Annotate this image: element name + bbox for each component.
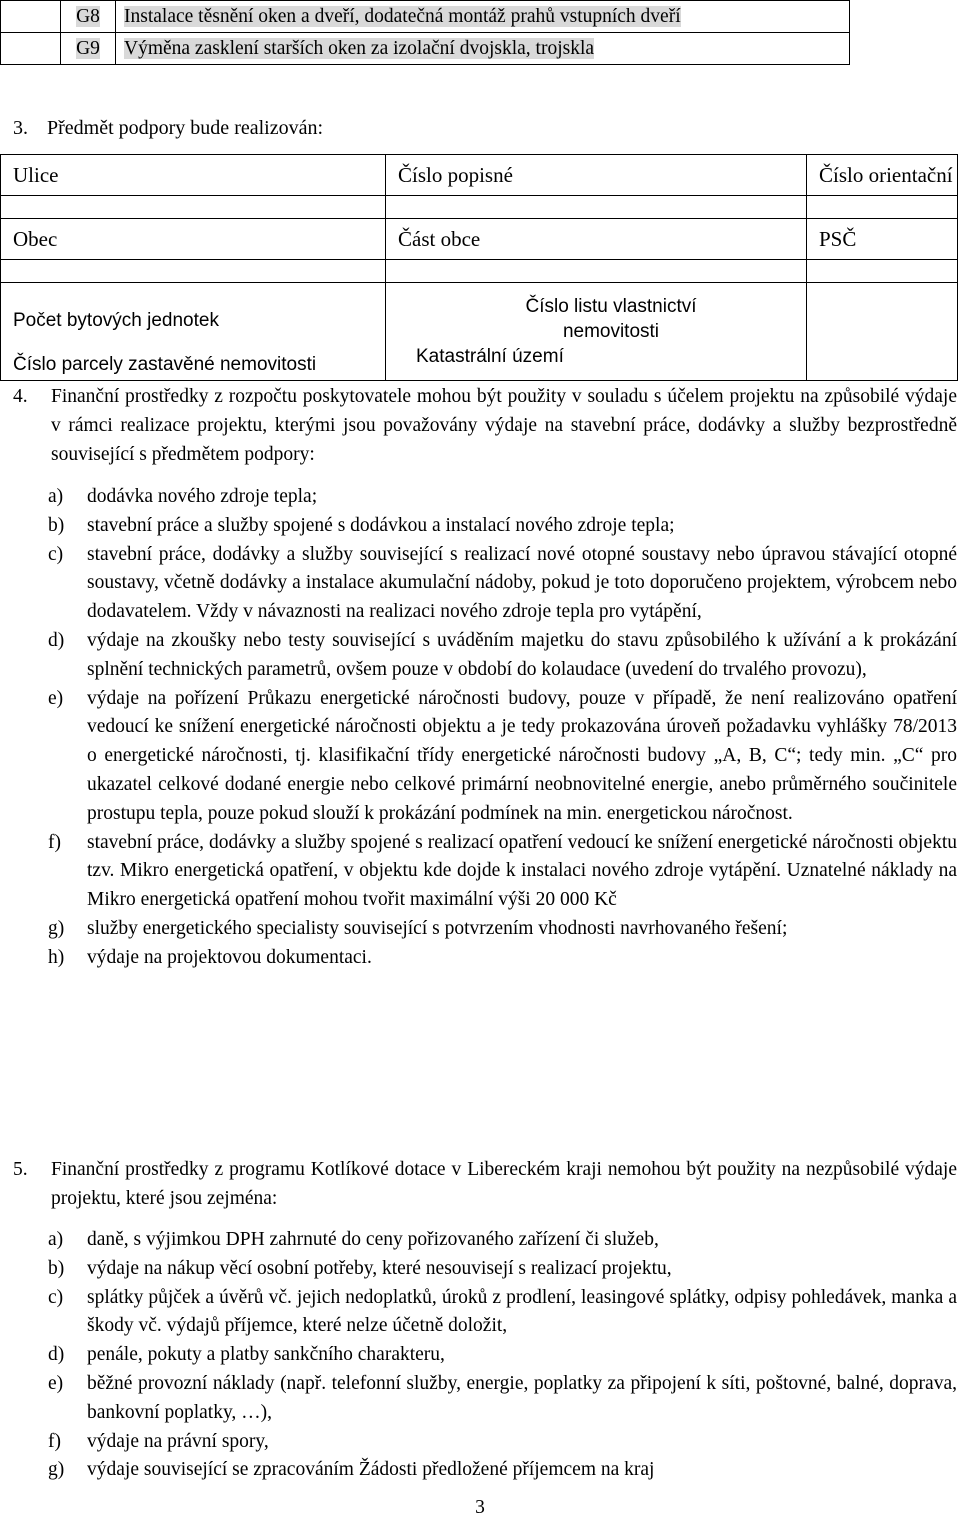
list-item-text: stavební práce, dodávky a služby spojené s realizací opatření vedoucí ke snížení energetické náročnosti objektu tzv. Mikro energetická opatření, v objektu kde dojde k instalaci nového zdroje vytápění. Uznatelné náklady na Mikro energetická opatření mohou tvořit maximální výši 20 000 Kč bbox=[87, 831, 957, 911]
label-property: nemovitosti bbox=[562, 321, 660, 342]
table-row bbox=[1, 33, 850, 65]
label-cadastral-area: Katastrální území bbox=[416, 346, 564, 367]
orientation-number-field[interactable] bbox=[807, 196, 958, 219]
list-marker: f) bbox=[48, 831, 61, 853]
municipality-part-field[interactable] bbox=[386, 260, 807, 283]
list-item bbox=[13, 512, 957, 541]
list-marker: d) bbox=[48, 629, 65, 651]
postal-code-field[interactable] bbox=[807, 260, 958, 283]
list-marker: f) bbox=[48, 1430, 61, 1452]
list-item-text: výdaje na zkoušky nebo testy související s uváděním majetku do stavu způsobilého k užívání a k prokázání splnění technických parametrů, ovšem pouze v období do kolaudace (uvedení do trvalého provozu), bbox=[87, 629, 957, 680]
section-number: 5. bbox=[13, 1159, 28, 1180]
measure-code: G8 bbox=[61, 1, 116, 33]
list-marker: g) bbox=[48, 917, 65, 939]
table-row bbox=[1, 155, 958, 196]
section-number: 4. bbox=[13, 386, 28, 407]
list-item-text: výdaje na nákup věcí osobní potřeby, které nesouvisejí s realizací projektu, bbox=[87, 1257, 672, 1279]
label-dwelling-units: Počet bytových jednotek bbox=[13, 310, 219, 331]
list-item-text: splátky půjček a úvěrů vč. jejich nedoplatků, úroků z prodlení, leasingové splátky, odpisy pohledávek, manka a škody vč. výdajů příjemce, které nelze účetně doložit, bbox=[87, 1286, 957, 1337]
list-marker: e) bbox=[48, 1372, 64, 1394]
list-item bbox=[13, 1226, 957, 1255]
table-cell-empty bbox=[1, 33, 61, 65]
list-item-text: výdaje související se zpracováním Žádosti předložené příjemcem na kraj bbox=[87, 1459, 655, 1481]
label-house-number: Číslo popisné bbox=[386, 155, 807, 196]
table-row bbox=[1, 283, 958, 381]
measure-description: Instalace těsnění oken a dveří, dodatečná montáž prahů vstupních dveří bbox=[116, 1, 850, 33]
list-item-text: dodávka nového zdroje tepla; bbox=[87, 486, 318, 507]
list-item-text: výdaje na právní spory, bbox=[87, 1430, 269, 1452]
section-5 bbox=[13, 1156, 957, 1214]
list-item bbox=[13, 1370, 957, 1428]
list-marker: g) bbox=[48, 1459, 65, 1481]
list-item bbox=[13, 1284, 957, 1342]
house-number-field[interactable] bbox=[386, 196, 807, 219]
list-item-text: stavební práce, dodávky a služby související s realizací nové otopné soustavy nebo úpravou stávající otopné soustavy, včetně dodávky a instalace akumulační nádoby, pokud je toto doporučeno projektem, výrobcem nebo dodavatelem. Vždy v návaznosti na realizaci nového zdroje tepla pro vytápění, bbox=[87, 543, 957, 623]
list-item bbox=[13, 541, 957, 627]
table-row bbox=[1, 219, 958, 260]
label-street: Ulice bbox=[1, 155, 386, 196]
label-municipality: Obec bbox=[1, 219, 386, 260]
table-row bbox=[1, 260, 958, 283]
list-item bbox=[13, 944, 957, 973]
list-marker: d) bbox=[48, 1344, 65, 1366]
cell-ownership bbox=[386, 283, 807, 381]
eligible-expenses-list bbox=[13, 483, 957, 973]
section-3-heading: 3. Předmět podpory bude realizován: bbox=[13, 117, 324, 139]
list-item-text: služby energetického specialisty související s potvrzením vhodnosti navrhovaného řešení; bbox=[87, 917, 788, 939]
list-item bbox=[13, 1255, 957, 1284]
list-marker: c) bbox=[48, 1286, 64, 1308]
list-marker: b) bbox=[48, 514, 65, 536]
list-marker: a) bbox=[48, 1229, 64, 1250]
cell-ownership-value[interactable] bbox=[807, 283, 958, 381]
table-row bbox=[1, 196, 958, 219]
page-number: 3 bbox=[475, 1497, 485, 1518]
label-orientation-number: Číslo orientační bbox=[807, 155, 958, 196]
list-item-text: běžné provozní náklady (např. telefonní služby, energie, poplatky za připojení k síti, poštovné, balné, doprava, bankovní poplatky, …), bbox=[87, 1372, 957, 1423]
table-cell-empty bbox=[1, 1, 61, 33]
list-item-text: penále, pokuty a platby sankčního charakteru, bbox=[87, 1344, 445, 1366]
ineligible-expenses-list bbox=[13, 1226, 957, 1485]
list-item-text: výdaje na projektovou dokumentaci. bbox=[87, 946, 372, 968]
list-item bbox=[13, 1341, 957, 1370]
municipality-field[interactable] bbox=[1, 260, 386, 283]
measure-code: G9 bbox=[61, 33, 116, 65]
list-item bbox=[13, 829, 957, 915]
street-field[interactable] bbox=[1, 196, 386, 219]
section-5-text: Finanční prostředky z programu Kotlíkové dotace v Libereckém kraji nemohou být použity na nezpůsobilé výdaje projektu, které jsou zejména: bbox=[51, 1159, 957, 1209]
section-4 bbox=[13, 383, 957, 469]
label-parcel-number: Číslo parcely zastavěné nemovitosti bbox=[13, 354, 317, 375]
list-item-text: daně, s výjimkou DPH zahrnuté do ceny pořizovaného zařízení či služeb, bbox=[87, 1229, 659, 1250]
cell-dwelling-parcel bbox=[1, 283, 386, 381]
list-item bbox=[13, 627, 957, 685]
section-4-text: Finanční prostředky z rozpočtu poskytovatele mohou být použity v souladu s účelem projektu na způsobilé výdaje v rámci realizace projektu, kterými jsou považovány výdaje na stavební práce, dodávky a služby bezprostředně související s předmětem podpory: bbox=[51, 386, 957, 465]
list-marker: b) bbox=[48, 1257, 65, 1279]
label-postal-code: PSČ bbox=[807, 219, 958, 260]
list-marker: c) bbox=[48, 543, 64, 565]
list-item bbox=[13, 915, 957, 944]
list-item bbox=[13, 483, 957, 512]
list-item-text: stavební práce a služby spojené s dodávkou a instalací nového zdroje tepla; bbox=[87, 514, 675, 536]
list-marker: a) bbox=[48, 486, 64, 507]
list-marker: h) bbox=[48, 946, 65, 968]
table-row bbox=[1, 1, 850, 33]
label-municipality-part: Část obce bbox=[386, 219, 807, 260]
list-item bbox=[13, 1428, 957, 1457]
list-item bbox=[13, 685, 957, 829]
list-marker: e) bbox=[48, 687, 64, 709]
label-ownership-sheet: Číslo listu vlastnictví bbox=[525, 296, 697, 317]
property-table bbox=[0, 154, 958, 381]
measure-description: Výměna zasklení starších oken za izolační dvojskla, trojskla bbox=[116, 33, 850, 65]
list-item-text: výdaje na pořízení Průkazu energetické náročnosti budovy, pouze v případě, že není realizováno opatření vedoucí ke snížení energetické náročnosti objektu a je tedy prokazována úroveň požadavku vyhlášky 78/2013 o energetické náročnosti, tj. klasifikační třídy energetické náročnosti budovy „A, B, C“; tedy min. „C“ pro ukazatel celkové dodané energie nebo celkové primární neobnovitelné energie, anebo průměrného součinitele prostupu tepla, pouze pokud slouží k prokázání podmínek na min. energetickou náročnost. bbox=[87, 687, 957, 824]
measures-table bbox=[0, 0, 850, 65]
list-item bbox=[13, 1456, 957, 1485]
